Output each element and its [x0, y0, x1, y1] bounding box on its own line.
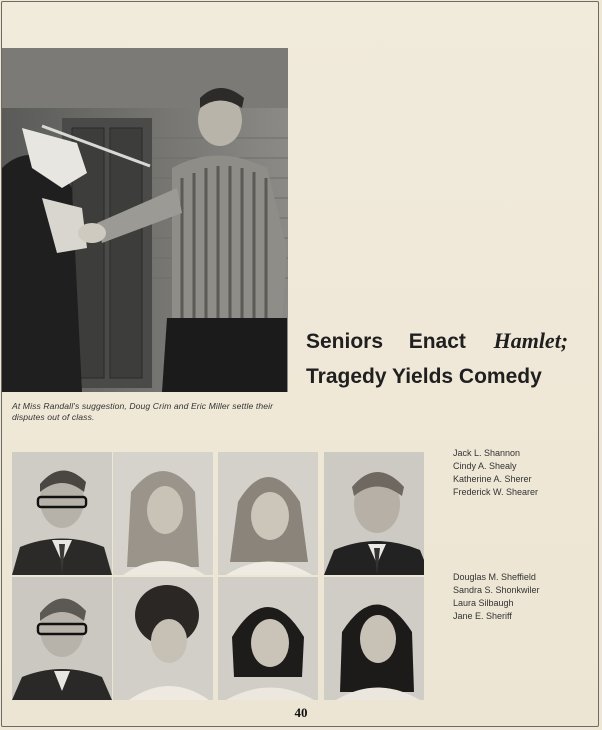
- portrait-jack-shannon: [12, 452, 112, 575]
- name-item: Jack L. Shannon: [453, 448, 521, 458]
- portrait-jane-sheriff: [324, 577, 424, 700]
- page-headline: [306, 323, 586, 394]
- photo-caption: At Miss Randall's suggestion, Doug Crim and Eric Miller settle their disputes out of class.: [12, 401, 274, 422]
- names-top-row: [453, 447, 593, 499]
- name-item: Douglas M. Sheffield: [453, 572, 536, 582]
- name-item: Frederick W. Shearer: [453, 487, 539, 497]
- name-item: Laura Silbaugh: [453, 598, 514, 608]
- name-item: Katherine A. Sherer: [453, 474, 532, 484]
- name-item: Sandra S. Shonkwiler: [453, 585, 540, 595]
- name-item: Cindy A. Shealy: [453, 461, 517, 471]
- portrait-katherine-sherer: [218, 452, 318, 575]
- portrait-douglas-sheffield: [12, 577, 112, 700]
- names-bottom-row: [453, 571, 593, 623]
- portrait-laura-silbaugh: [218, 577, 318, 700]
- hallway-photo: [2, 48, 288, 392]
- portrait-cindy-shealy: [113, 452, 213, 575]
- headline-line-2: Tragedy Yields Comedy: [306, 365, 542, 388]
- headline-word-seniors: Seniors: [306, 330, 384, 353]
- name-item: Jane E. Sheriff: [453, 611, 512, 621]
- headline-hamlet: Hamlet;: [493, 328, 569, 353]
- page-number: 40: [294, 705, 308, 720]
- portrait-frederick-shearer: [324, 452, 424, 575]
- headline-line-1: [306, 323, 586, 359]
- portrait-sandra-shonkwiler: [113, 577, 213, 700]
- headline-word-enact: Enact: [408, 330, 466, 353]
